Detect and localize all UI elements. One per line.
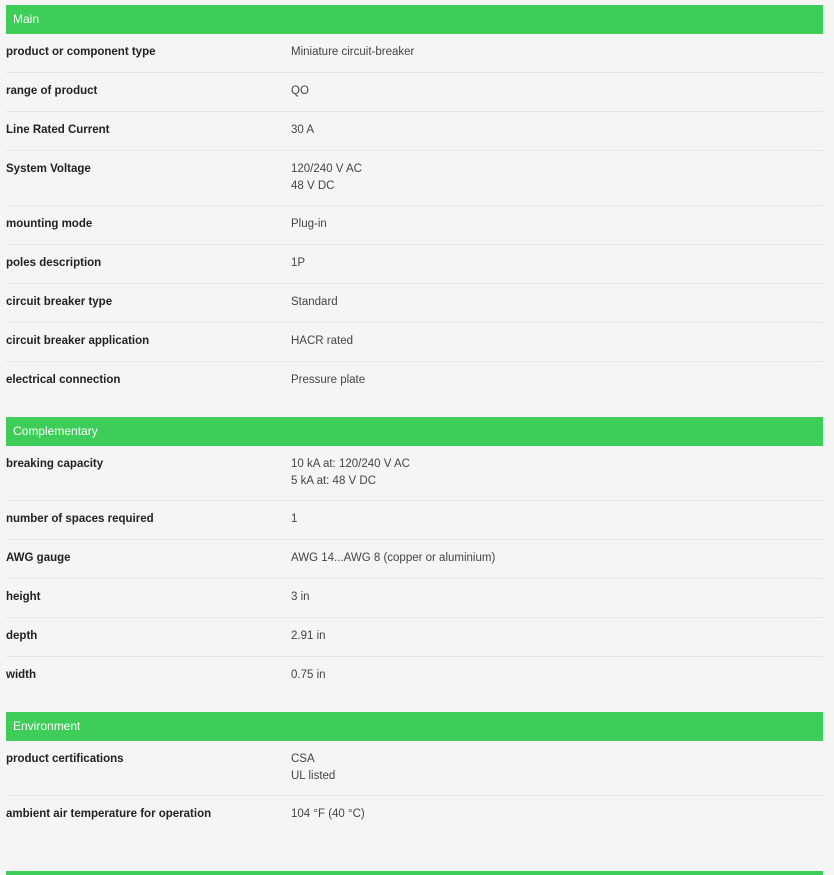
spec-row xyxy=(6,323,823,362)
spec-value: Standard xyxy=(291,296,338,308)
spec-row xyxy=(6,112,823,151)
spec-row xyxy=(6,284,823,323)
spec-value: 1 xyxy=(291,513,298,525)
spec-label: mounting mode xyxy=(6,218,93,230)
spec-label: electrical connection xyxy=(6,374,121,386)
spec-row xyxy=(6,362,823,401)
spec-row xyxy=(6,206,823,245)
spec-row xyxy=(6,618,823,657)
spec-value: 0.75 in xyxy=(291,669,326,681)
spec-row xyxy=(6,579,823,618)
spec-label: product or component type xyxy=(6,46,156,58)
spec-label: System Voltage xyxy=(6,163,91,175)
section-header-environment: Environment xyxy=(6,712,823,741)
spec-label: AWG gauge xyxy=(6,552,71,564)
spec-value: 30 A xyxy=(291,124,315,136)
next-section-header-bar xyxy=(6,871,823,875)
spec-value: 104 °F (40 °C) xyxy=(291,808,365,820)
section-header-complementary: Complementary xyxy=(6,417,823,446)
spec-row xyxy=(6,741,823,796)
spec-value: 10 kA at: 120/240 V AC 5 kA at: 48 V DC xyxy=(291,458,410,487)
spec-row xyxy=(6,501,823,540)
spec-row xyxy=(6,151,823,206)
spec-value: CSA UL listed xyxy=(291,753,336,782)
spec-label: circuit breaker application xyxy=(6,335,150,347)
spec-label: ambient air temperature for operation xyxy=(6,808,212,820)
section-main xyxy=(6,5,823,401)
spec-label: width xyxy=(6,669,37,681)
spec-label: product certifications xyxy=(6,753,124,765)
section-complementary xyxy=(6,417,823,696)
spec-value: HACR rated xyxy=(291,335,353,347)
spec-row xyxy=(6,796,823,835)
section-header-main: Main xyxy=(6,5,823,34)
spec-row xyxy=(6,446,823,501)
spec-label: circuit breaker type xyxy=(6,296,113,308)
section-environment xyxy=(6,712,823,835)
spec-row xyxy=(6,245,823,284)
spec-value: 120/240 V AC 48 V DC xyxy=(291,163,362,192)
spec-row xyxy=(6,540,823,579)
spec-value: AWG 14...AWG 8 (copper or aluminium) xyxy=(291,552,496,564)
spec-value: Plug-in xyxy=(291,218,327,230)
spec-value: 1P xyxy=(291,257,306,269)
spec-value: QO xyxy=(291,85,309,97)
spec-value: Miniature circuit-breaker xyxy=(291,46,415,58)
spec-row xyxy=(6,657,823,696)
spec-label: Line Rated Current xyxy=(6,124,110,136)
spec-row xyxy=(6,34,823,73)
spec-value: 2.91 in xyxy=(291,630,326,642)
spec-label: poles description xyxy=(6,257,102,269)
spec-label: depth xyxy=(6,630,38,642)
spec-value: 3 in xyxy=(291,591,310,603)
spec-value: Pressure plate xyxy=(291,374,366,386)
spec-label: breaking capacity xyxy=(6,458,104,470)
spec-label: range of product xyxy=(6,85,98,97)
spec-label: height xyxy=(6,591,41,603)
spec-label: number of spaces required xyxy=(6,513,154,525)
spec-row xyxy=(6,73,823,112)
